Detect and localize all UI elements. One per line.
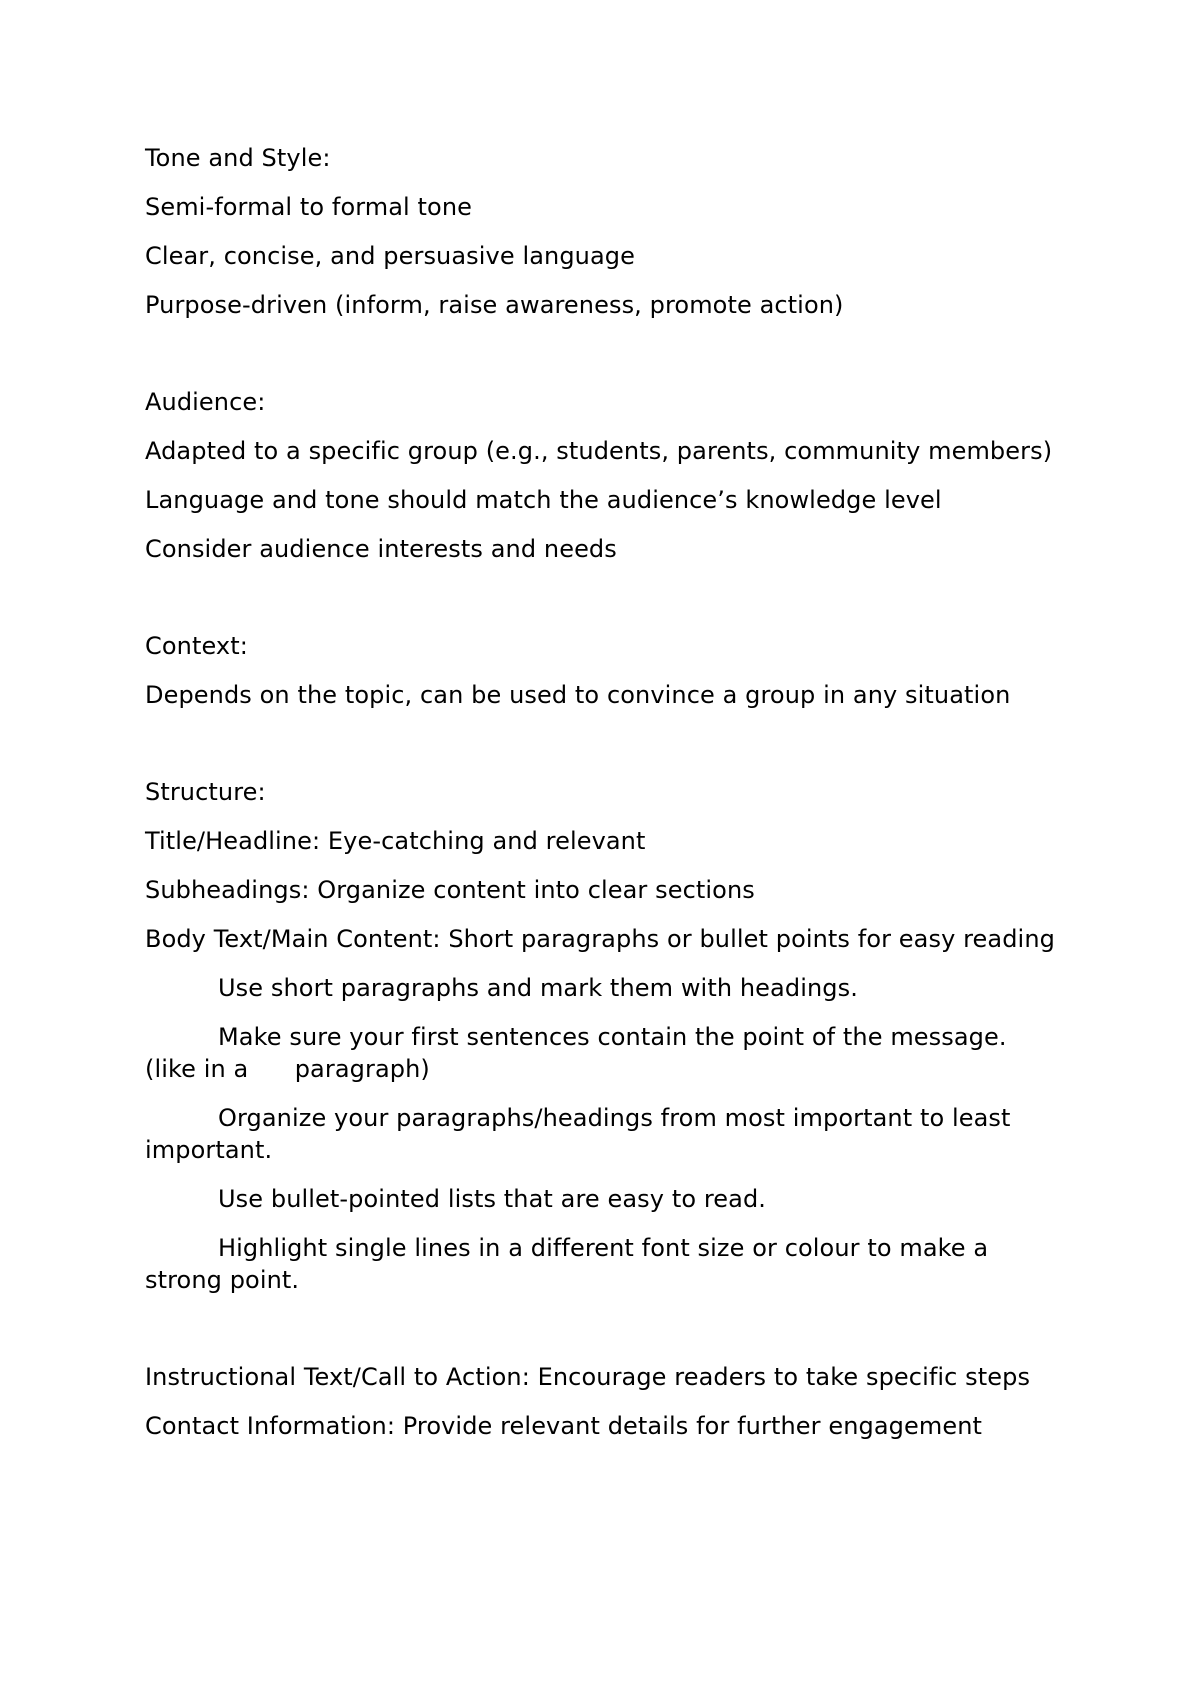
- tone-item: Semi-formal to formal tone: [145, 193, 473, 221]
- structure-sub-item: Make sure your first sentences contain the point of the message.: [218, 1023, 1007, 1051]
- context-item: Depends on the topic, can be used to convince a group in any situation: [145, 681, 1011, 709]
- section-heading-structure: Structure:: [145, 778, 266, 806]
- structure-sub-item: Highlight single lines in a different font size or colour to make a: [218, 1234, 989, 1262]
- structure-item: Body Text/Main Content: Short paragraphs or bullet points for easy reading: [145, 925, 1055, 953]
- structure-sub-item-continuation: strong point.: [145, 1266, 300, 1294]
- closing-item: Instructional Text/Call to Action: Encourage readers to take specific steps: [145, 1363, 1031, 1391]
- structure-sub-item-continuation: (like in a paragraph): [145, 1055, 430, 1083]
- audience-item: Adapted to a specific group (e.g., students, parents, community members): [145, 437, 1053, 465]
- section-heading-audience: Audience:: [145, 388, 266, 416]
- section-heading-context: Context:: [145, 632, 248, 660]
- structure-sub-item: Use short paragraphs and mark them with headings.: [218, 974, 858, 1002]
- tone-item: Clear, concise, and persuasive language: [145, 242, 635, 270]
- structure-sub-item-continuation: important.: [145, 1136, 273, 1164]
- structure-sub-item: Organize your paragraphs/headings from most important to least: [218, 1104, 1011, 1132]
- structure-item: Title/Headline: Eye-catching and relevant: [145, 827, 646, 855]
- tone-item: Purpose-driven (inform, raise awareness, promote action): [145, 291, 844, 319]
- audience-item: Language and tone should match the audience’s knowledge level: [145, 486, 942, 514]
- structure-sub-item: Use bullet-pointed lists that are easy to read.: [218, 1185, 767, 1213]
- audience-item: Consider audience interests and needs: [145, 535, 617, 563]
- section-heading-tone-style: Tone and Style:: [145, 144, 331, 172]
- structure-item: Subheadings: Organize content into clear sections: [145, 876, 755, 904]
- closing-item: Contact Information: Provide relevant details for further engagement: [145, 1412, 983, 1440]
